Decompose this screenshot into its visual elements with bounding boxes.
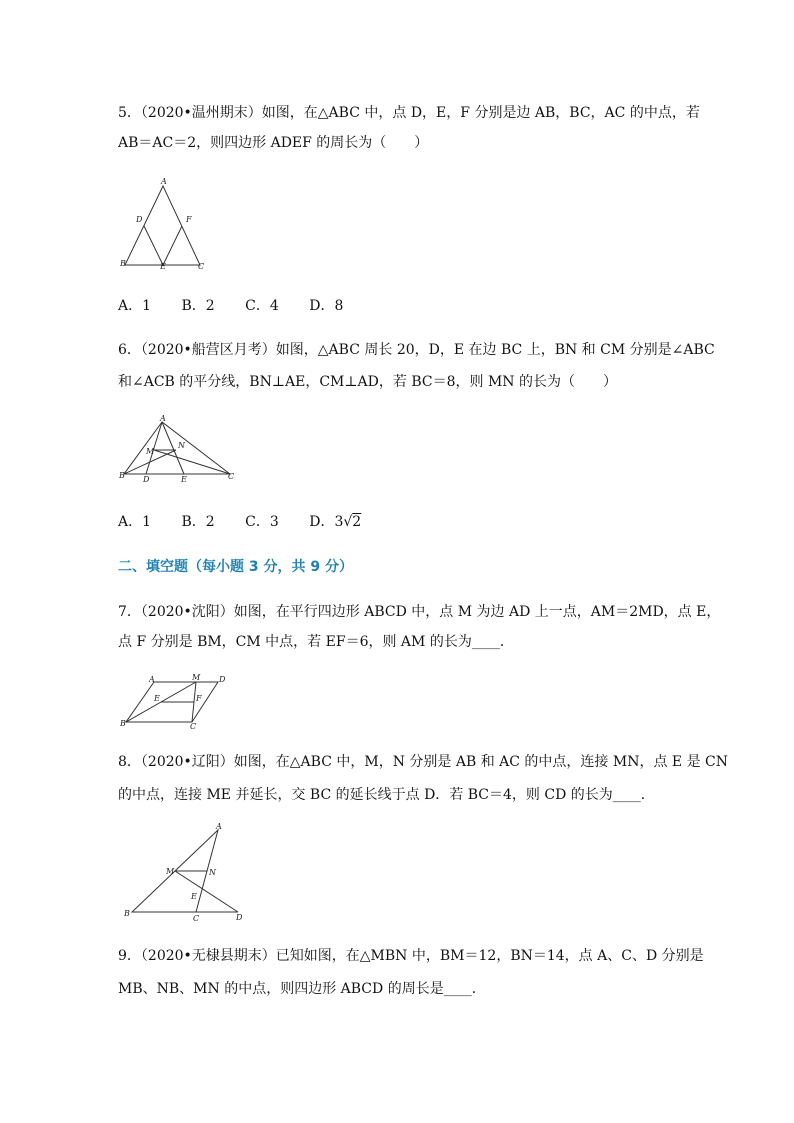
q6-label-m: M [146,447,155,456]
q7-text-line2: 点 F 分别是 BM，CM 中点，若 EF＝6，则 AM 的长为____． [118,634,514,650]
q6-label-b: B [119,471,125,480]
q7-figure [118,672,230,730]
q5-option-d: D．8 [309,298,344,314]
q5-option-a: A．1 [118,298,152,314]
q7-label-d: D [219,675,226,684]
q6-label-c: C [228,472,235,481]
q5-triangle-abc [125,186,200,265]
q6-option-c: C．3 [245,514,279,530]
section-fill-in-heading: 二、填空题（每小题 3 分，共 9 分） [118,559,353,575]
q5-segment-ef [163,226,182,265]
q5-text-line2: AB＝AC＝2，则四边形 ADEF 的周长为（ ） [118,135,429,151]
q5-label-e: E [160,262,166,271]
q8-label-b: B [124,909,130,918]
q5-label-d: D [136,215,143,224]
q6-label-d: D [143,475,150,484]
q6-text-line2: 和∠ACB 的平分线，BN⊥AE，CM⊥AD，若 BC＝8，则 MN 的长为（ ） [118,374,617,390]
q6-label-n: N [178,441,185,450]
q6-option-a: A．1 [118,514,152,530]
q7-label-c: C [190,722,197,730]
q7-label-b: B [120,719,126,728]
q6-options [118,512,387,532]
q5-options [118,296,369,316]
q5-label-f: F [186,215,192,224]
q8-label-c: C [193,914,200,923]
q7-label-f: F [196,694,202,703]
q7-label-e: E [154,694,160,703]
q7-label-a: A [149,675,155,684]
q6-segment-cm [154,450,230,474]
q5-option-b: B．2 [181,298,215,314]
q8-label-d: D [236,913,243,922]
q6-label-e: E [181,475,187,484]
q6-option-d [309,514,361,530]
q5-label-b: B [120,259,126,268]
q6-option-d-radicand: 2 [352,514,362,530]
q8-label-e: E [191,892,197,901]
q6-option-d-label: D．3 [309,514,344,530]
sqrt-symbol: √ [343,514,353,530]
q5-option-c: C．4 [245,298,279,314]
q6-option-b: B．2 [181,514,215,530]
q5-label-c: C [198,262,205,271]
q8-label-n: N [209,868,216,877]
q8-figure [118,820,248,924]
q6-figure [118,414,238,486]
q9-text-line1: 9．（2020•无棣县期末）已知如图，在△MBN 中，BM＝12，BN＝14，点 A、C、D 分别是 [118,948,704,964]
q8-text-line2: 的中点，连接 ME 并延长，交 BC 的延长线于点 D．若 BC＝4，则 CD 的长为____． [118,787,655,803]
q6-label-a: A [160,414,166,423]
q5-figure [118,176,214,272]
q8-text-line1: 8．（2020•辽阳）如图，在△ABC 中，M，N 分别是 AB 和 AC 的中点，连接 MN，点 E 是 CN [118,754,729,770]
q8-label-m: M [166,867,175,876]
q6-text-line1: 6．（2020•船营区月考）如图，△ABC 周长 20，D，E 在边 BC 上，BN 和 CM 分别是∠ABC [118,342,715,358]
q7-label-m: M [192,673,201,682]
q9-text-line2: MB、NB、MN 的中点，则四边形 ABCD 的周长是____． [118,981,486,997]
q5-label-a: A [161,177,167,186]
q8-label-a: A [216,822,222,831]
q8-segment-md [175,871,238,912]
q7-text-line1: 7．（2020•沈阳）如图，在平行四边形 ABCD 中，点 M 为边 AD 上一点，AM＝2MD，点 E， [118,604,721,620]
q5-segment-de [144,226,163,265]
q5-text-line1: 5．（2020•温州期末）如图，在△ABC 中，点 D，E，F 分别是边 AB，BC，AC 的中点，若 [118,105,700,121]
